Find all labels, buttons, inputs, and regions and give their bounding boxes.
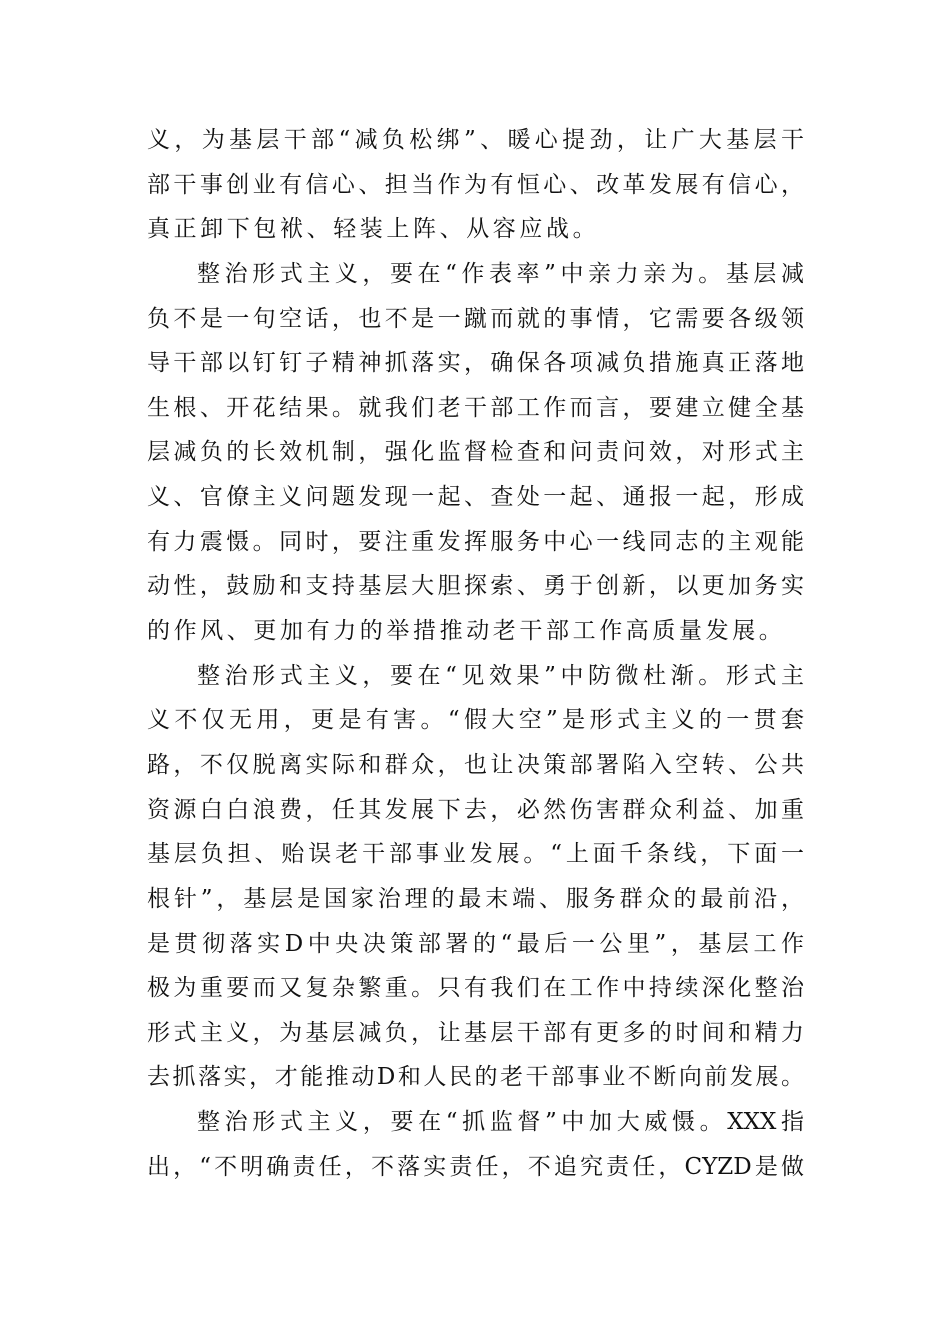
text-line: 生根、开花结果。就我们老干部工作而言，要建立健全基 — [147, 394, 804, 421]
text-line: 是贯彻落实D中央决策部署的“最后一公里”，基层工作 — [147, 930, 804, 957]
text-line: 部干事创业有信心、担当作为有恒心、改革发展有信心， — [147, 171, 804, 198]
text-line: 层减负的长效机制，强化监督检查和问责问效，对形式主 — [147, 439, 804, 466]
document-body — [147, 118, 804, 1189]
text-line: 资源白白浪费，任其发展下去，必然伤害群众利益、加重 — [147, 796, 804, 823]
text-line: 动性，鼓励和支持基层大胆探索、勇于创新，以更加务实 — [147, 573, 804, 600]
text-line: 导干部以钉钉子精神抓落实，确保各项减负措施真正落地 — [147, 350, 804, 377]
text-line: 整治形式主义，要在“作表率”中亲力亲为。基层减 — [197, 260, 804, 287]
paragraph-zuo-biao-shuai — [147, 252, 804, 654]
text-line: 的作风、更加有力的举措推动老干部工作高质量发展。 — [147, 618, 786, 645]
text-line: 真正卸下包袱、轻装上阵、从容应战。 — [147, 216, 600, 243]
text-line: 整治形式主义，要在“抓监督”中加大威慑。XXX指 — [197, 1109, 804, 1136]
text-line: 基层负担、贻误老干部事业发展。“上面千条线，下面一 — [147, 841, 804, 868]
paragraph-jian-xiao-guo — [147, 654, 804, 1100]
paragraph-zhua-jian-du — [147, 1100, 804, 1189]
text-line: 根针”，基层是国家治理的最末端、服务群众的最前沿， — [147, 885, 804, 912]
text-line: 负不是一句空话，也不是一蹴而就的事情，它需要各级领 — [147, 305, 804, 332]
text-line: 路，不仅脱离实际和群众，也让决策部署陷入空转、公共 — [147, 751, 804, 778]
text-line: 义，为基层干部“减负松绑”、暖心提劲，让广大基层干 — [147, 127, 804, 153]
text-line: 有力震慑。同时，要注重发挥服务中心一线同志的主观能 — [147, 528, 804, 555]
text-line: 出，“不明确责任，不落实责任，不追究责任，CYZD是做 — [147, 1153, 804, 1180]
text-line: 极为重要而又复杂繁重。只有我们在工作中持续深化整治 — [147, 975, 804, 1002]
paragraph-continuation — [147, 118, 804, 252]
text-line: 义不仅无用，更是有害。“假大空”是形式主义的一贯套 — [147, 707, 804, 734]
text-line: 义、官僚主义问题发现一起、查处一起、通报一起，形成 — [147, 484, 804, 511]
text-line: 去抓落实，才能推动D和人民的老干部事业不断向前发展。 — [147, 1064, 804, 1091]
text-line: 形式主义，为基层减负，让基层干部有更多的时间和精力 — [147, 1019, 804, 1046]
text-line: 整治形式主义，要在“见效果”中防微杜渐。形式主 — [197, 662, 804, 689]
